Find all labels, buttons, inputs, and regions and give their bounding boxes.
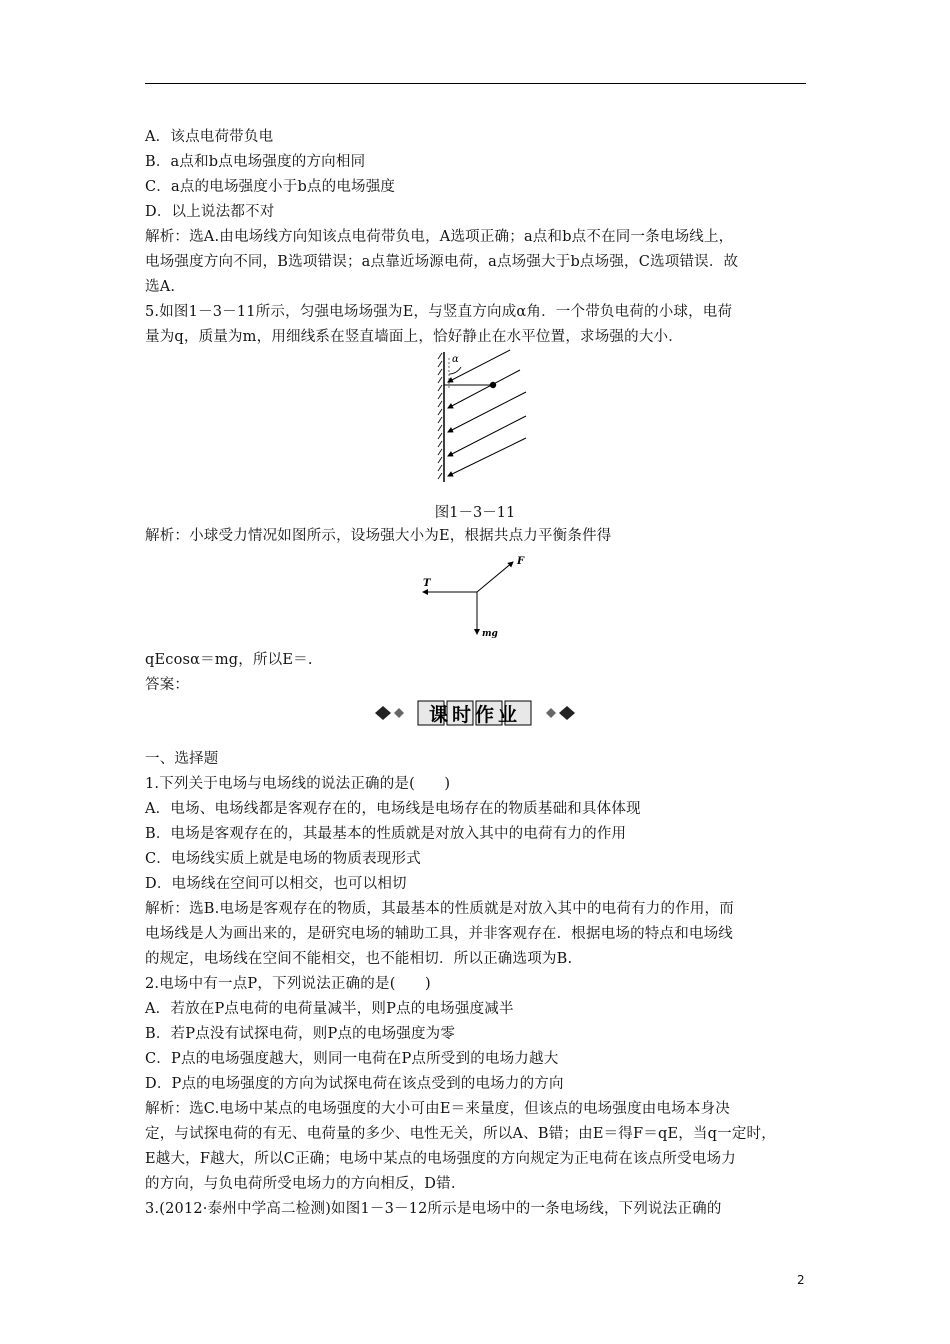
page-number: 2 [797,1273,805,1287]
question-1: 1.下列关于电场与电场线的说法正确的是( ) [145,776,451,792]
label-t: T [423,578,431,589]
analysis-line: 的规定，电场线在空间不能相交，也不能相切．所以正确选项为B. [145,951,573,967]
option-d: D．电场线在空间可以相交，也可以相切 [145,876,407,892]
option-b: B．a点和b点电场强度的方向相同 [145,154,366,170]
analysis-line: 解析：选C.电场中某点的电场强度的大小可由E＝来量度，但该点的电场强度由电场本身决 [145,1101,730,1117]
option-a: A．电场、电场线都是客观存在的，电场线是电场存在的物质基础和具体体现 [145,801,641,817]
option-d: D．以上说法都不对 [145,204,275,220]
option-a: A．该点电荷带负电 [145,129,274,145]
analysis-line: E越大，F越大，所以C正确；电场中某点的电场强度的方向规定为正电荷在该点所受电场力 [145,1151,736,1167]
figure-caption: 图1－3－11 [434,505,516,521]
analysis-line: 电场强度方向不同，B选项错误；a点靠近场源电荷，a点场强大于b点场强，C选项错误．故 [145,254,739,270]
angle-label: α [452,354,459,365]
answer-label: 答案： [145,677,190,693]
option-c: C．电场线实质上就是电场的物质表现形式 [145,851,421,867]
wall-hatch [438,353,442,479]
section-heading: 一、选择题 [145,751,219,767]
equation-line: qEcosα＝mg，所以E＝. [145,652,313,668]
analysis-line: 选A. [145,279,176,295]
option-c: C．a点的电场强度小于b点的电场强度 [145,179,396,195]
option-d: D．P点的电场强度的方向为试探电荷在该点受到的电场力的方向 [145,1076,564,1092]
question-2: 2.电场中有一点P，下列说法正确的是( ) [145,976,431,992]
analysis-line: 解析：选B.电场是客观存在的物质，其最基本的性质就是对放入其中的电荷有力的作用，而 [145,901,734,917]
option-b: B．电场是客观存在的，其最基本的性质就是对放入其中的电荷有力的作用 [145,826,627,842]
label-f: F [517,556,525,567]
analysis-line: 解析：小球受力情况如图所示，设场强大小为E，根据共点力平衡条件得 [145,528,612,544]
analysis-line: 解析：选A.由电场线方向知该点电荷带负电，A选项正确；a点和b点不在同一条电场线上， [145,229,734,245]
option-c: C．P点的电场强度越大，则同一电荷在P点所受到的电场力越大 [145,1051,559,1067]
diamond-icon [375,706,391,720]
section-banner [370,700,580,726]
question-3: 3.(2012·泰州中学高二检测)如图1－3－12所示是电场中的一条电场线，下列说法正确的 [145,1201,722,1217]
diamond-icon [559,706,575,720]
diamond-icon [546,708,556,718]
field-force-vector [477,562,513,592]
force-diagram [415,550,535,640]
analysis-line: 电场线是人为画出来的，是研究电场的辅助工具，并非客观存在．根据电场的特点和电场线 [145,926,733,942]
charged-ball [490,382,496,388]
option-a: A．若放在P点电荷的电荷量减半，则P点的电场强度减半 [145,1001,514,1017]
question-5: 5.如图1－3－11所示，匀强电场场强为E，与竖直方向成α角．一个带负电荷的小球，电荷 [145,304,733,320]
field-wall-diagram [430,348,540,488]
header-rule [145,83,806,84]
analysis-line: 的方向，与负电荷所受电场力的方向相反，D错. [145,1176,456,1192]
angle-arc [449,367,461,374]
option-b: B．若P点没有试探电荷，则P点的电场强度为零 [145,1026,456,1042]
label-mg: mg [482,629,498,639]
banner-title: 课时作业 [428,703,521,726]
analysis-line: 定，与试探电荷的有无、电荷量的多少、电性无关，所以A、B错；由E＝得F＝qE，当q一定时， [145,1126,776,1142]
diamond-icon [394,708,404,718]
question-5-cont: 量为q，质量为m，用细线系在竖直墙面上，恰好静止在水平位置，求场强的大小． [145,329,683,345]
